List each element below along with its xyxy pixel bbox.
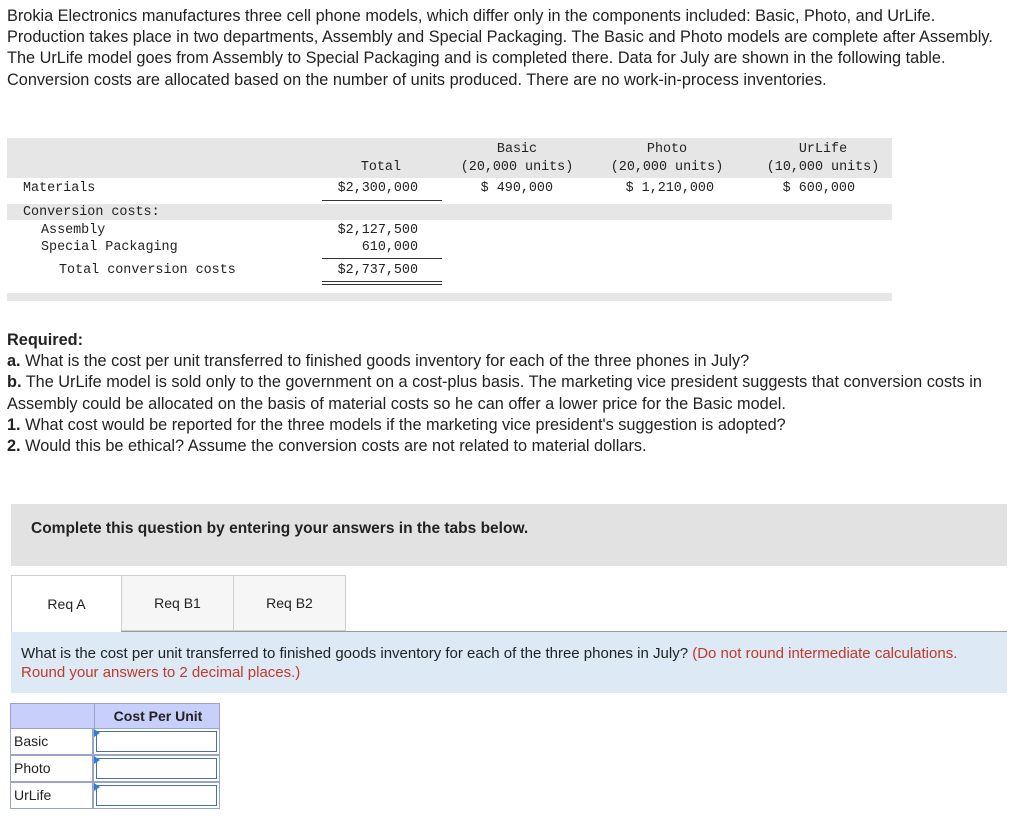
- input-flag-icon: [94, 756, 100, 764]
- answer-table-header: [10, 703, 220, 729]
- input-flag-icon: [94, 729, 100, 737]
- problem-intro: Brokia Electronics manufactures three cell phone models, which differ only in the components included: Basic, Photo, and UrLife. Production takes place in two departments, Assembly and Special Packaging. The Basic and Photo models are complete after Assembly. The UrLife model goes from Assembly to Special Packaging and is completed there. Data for July are shown in the following table. Conversion costs are allocated based on the number of units produced. There are no work-in-process inventories.: [7, 7, 993, 89]
- input-flag-icon: [94, 783, 100, 791]
- rule-after-materials: [322, 200, 442, 201]
- materials-basic: $ 490,000: [480, 181, 553, 196]
- instruction-text: Complete this question by entering your answers in the tabs below.: [31, 520, 529, 537]
- header-urlife: UrLife: [798, 142, 848, 157]
- question-text: What is the cost per unit transferred to finished goods inventory for each of the three phones in July?: [21, 645, 689, 662]
- requirement-b1: 1. What cost would be reported for the three models if the marketing vice president's suggestion is adopted?: [7, 415, 786, 434]
- answer-label-urlife: UrLife: [10, 782, 93, 809]
- rule-before-total: [322, 258, 442, 259]
- row-label-total-conversion: Total conversion costs: [59, 263, 236, 278]
- double-rule-bottom: [322, 284, 442, 285]
- tab-req-b2[interactable]: Req B2: [233, 575, 346, 631]
- row-label-materials: Materials: [23, 181, 96, 196]
- required-section: [7, 330, 1012, 457]
- answer-row-basic: [10, 728, 220, 755]
- instruction-banner: [11, 504, 1007, 566]
- header-basic: Basic: [496, 142, 538, 157]
- requirement-b2: 2. Would this be ethical? Assume the conversion costs are not related to material dollars.: [7, 437, 647, 456]
- materials-photo: $ 1,210,000: [625, 181, 714, 196]
- cost-data-table: [7, 138, 892, 303]
- header-urlife-units: (10,000 units): [766, 160, 880, 175]
- required-heading: Required:: [7, 331, 83, 349]
- tab-req-b1[interactable]: Req B1: [121, 575, 234, 631]
- header-total: Total: [360, 160, 401, 175]
- row-label-special-packaging: Special Packaging: [41, 240, 178, 255]
- double-rule-top: [322, 281, 442, 282]
- header-basic-units: (20,000 units): [460, 160, 574, 175]
- header-photo-units: (20,000 units): [610, 160, 724, 175]
- answer-row-urlife: [10, 782, 220, 809]
- requirement-b: b. The UrLife model is sold only to the government on a cost-plus basis. The marketing vice president suggests that conversion costs in Assembly could be allocated on the basis of material costs so he can offer a lower price for the Basic model.: [7, 373, 982, 413]
- materials-total: $2,300,000: [337, 181, 418, 196]
- special-packaging-total: 610,000: [361, 240, 418, 255]
- answer-label-photo: Photo: [10, 755, 93, 782]
- question-note: (Do not round intermediate calculations. Round your answers to 2 decimal places.): [21, 645, 958, 681]
- tab-req-a[interactable]: Req A: [11, 575, 122, 632]
- question-panel: [11, 632, 1007, 693]
- requirement-a: a. What is the cost per unit transferred to finished goods inventory for each of the three phones in July?: [7, 352, 750, 371]
- row-label-assembly: Assembly: [41, 223, 106, 238]
- answer-label-basic: Basic: [10, 728, 93, 755]
- basic-cost-input[interactable]: [96, 731, 217, 752]
- total-conversion-total: $2,737,500: [337, 263, 418, 278]
- table-bottom-band: [7, 293, 892, 301]
- cost-per-unit-header: Cost Per Unit: [94, 704, 221, 730]
- urlife-cost-input[interactable]: [96, 785, 217, 806]
- materials-urlife: $ 600,000: [782, 181, 855, 196]
- answer-row-photo: [10, 755, 220, 782]
- assembly-total: $2,127,500: [337, 223, 418, 238]
- row-label-conversion: Conversion costs:: [23, 205, 160, 220]
- header-photo: Photo: [646, 142, 688, 157]
- photo-cost-input[interactable]: [96, 758, 217, 779]
